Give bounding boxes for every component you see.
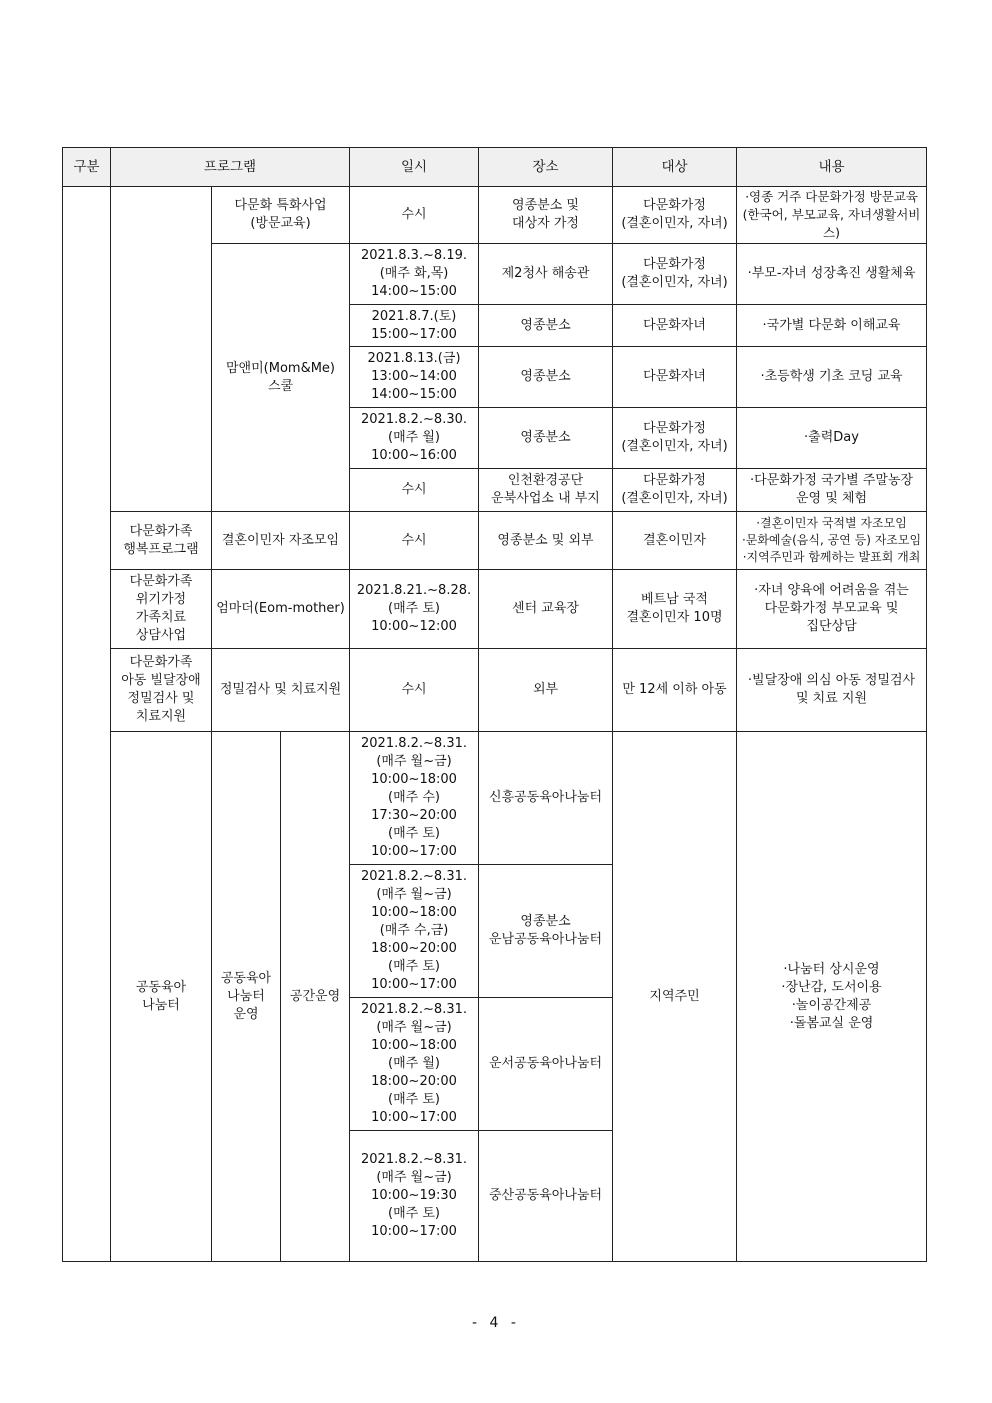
content-cell: ·다문화가정 국가별 주말농장 운영 및 체험	[737, 469, 927, 512]
program-cell: 다문화 특화사업 (방문교육)	[212, 187, 350, 244]
target-cell: 만 12세 이하 아동	[613, 649, 737, 732]
program-cell: 결혼이민자 자조모임	[212, 512, 350, 570]
datetime-cell: 2021.8.2.~8.31. (매주 월~금) 10:00~19:30 (매주 토) 10:00~17:00	[350, 1131, 479, 1262]
header-row	[63, 148, 927, 187]
program-cell: 공동육아 나눔터 운영	[212, 732, 281, 1262]
content-cell: ·결혼이민자 국적별 자조모임 ·문화예술(음식, 공연 등) 자조모임 ·지역주민과 함께하는 발표회 개최	[737, 512, 927, 570]
program-cell: 정밀검사 및 치료지원	[212, 649, 350, 732]
place-cell: 외부	[479, 649, 613, 732]
datetime-cell: 2021.8.2.~8.31. (매주 월~금) 10:00~18:00 (매주 수,금) 18:00~20:00 (매주 토) 10:00~17:00	[350, 865, 479, 998]
page-number: - 4 -	[472, 1315, 520, 1331]
header-program: 프로그램	[111, 148, 350, 187]
target-cell: 지역주민	[613, 732, 737, 1262]
table-row	[63, 570, 927, 649]
datetime-cell: 2021.8.3.~8.19. (매주 화,목) 14:00~15:00	[350, 244, 479, 305]
datetime-cell: 2021.8.7.(토) 15:00~17:00	[350, 305, 479, 347]
place-cell: 운서공동육아나눔터	[479, 998, 613, 1131]
place-cell: 영종분소 및 대상자 가정	[479, 187, 613, 244]
header-category: 구분	[63, 148, 111, 187]
datetime-cell: 2021.8.21.~8.28. (매주 토) 10:00~12:00	[350, 570, 479, 649]
datetime-cell: 수시	[350, 512, 479, 570]
target-cell: 다문화가정 (결혼이민자, 자녀)	[613, 244, 737, 305]
group-cell: 다문화가족 행복프로그램	[111, 512, 212, 570]
content-cell: ·빌달장애 의심 아동 정밀검사 및 치료 지원	[737, 649, 927, 732]
content-cell: ·영종 거주 다문화가정 방문교육 (한국어, 부모교육, 자녀생활서비스)	[737, 187, 927, 244]
datetime-cell: 수시	[350, 469, 479, 512]
target-cell: 베트남 국적 결혼이민자 10명	[613, 570, 737, 649]
program-cell: 엄마더(Eom-mother)	[212, 570, 350, 649]
group-cell: 다문화가족 위기가정 가족치료 상담사업	[111, 570, 212, 649]
target-cell: 다문화가정 (결혼이민자, 자녀)	[613, 469, 737, 512]
place-cell: 영종분소	[479, 408, 613, 469]
content-cell: ·자녀 양육에 어려움을 겪는 다문화가정 부모교육 및 집단상담	[737, 570, 927, 649]
program-subcell: 공간운영	[281, 732, 350, 1262]
content-cell: ·출력Day	[737, 408, 927, 469]
content-cell: ·나눔터 상시운영 ·장난감, 도서이용 ·놀이공간제공 ·돌봄교실 운영	[737, 732, 927, 1262]
datetime-cell: 수시	[350, 649, 479, 732]
place-cell: 중산공동육아나눔터	[479, 1131, 613, 1262]
program-cell: 맘앤미(Mom&Me) 스쿨	[212, 244, 350, 512]
header-datetime: 일시	[350, 148, 479, 187]
target-cell: 결혼이민자	[613, 512, 737, 570]
place-cell: 영종분소	[479, 347, 613, 408]
place-cell: 센터 교육장	[479, 570, 613, 649]
header-place: 장소	[479, 148, 613, 187]
table-row	[63, 732, 927, 865]
group-cell: 다문화가족 아동 빌달장애 정밀검사 및 치료지원	[111, 649, 212, 732]
datetime-cell: 2021.8.2.~8.30. (매주 월) 10:00~16:00	[350, 408, 479, 469]
target-cell: 다문화가정 (결혼이민자, 자녀)	[613, 187, 737, 244]
header-content: 내용	[737, 148, 927, 187]
category-cell	[63, 187, 111, 1262]
place-cell: 영종분소 및 외부	[479, 512, 613, 570]
content-cell: ·국가별 다문화 이해교육	[737, 305, 927, 347]
place-cell: 영종분소	[479, 305, 613, 347]
table-row	[63, 512, 927, 570]
program-schedule-table	[62, 147, 927, 1262]
target-cell: 다문화자녀	[613, 347, 737, 408]
target-cell: 다문화자녀	[613, 305, 737, 347]
datetime-cell: 수시	[350, 187, 479, 244]
group-cell-empty	[111, 187, 212, 512]
datetime-cell: 2021.8.13.(금) 13:00~14:00 14:00~15:00	[350, 347, 479, 408]
place-cell: 신흥공동육아나눔터	[479, 732, 613, 865]
content-cell: ·초등학생 기초 코딩 교육	[737, 347, 927, 408]
datetime-cell: 2021.8.2.~8.31. (매주 월~금) 10:00~18:00 (매주 수) 17:30~20:00 (매주 토) 10:00~17:00	[350, 732, 479, 865]
table-row	[63, 187, 927, 244]
place-cell: 제2청사 해송관	[479, 244, 613, 305]
place-cell: 인천환경공단 운북사업소 내 부지	[479, 469, 613, 512]
place-cell: 영종분소 운남공동육아나눔터	[479, 865, 613, 998]
target-cell: 다문화가정 (결혼이민자, 자녀)	[613, 408, 737, 469]
header-target: 대상	[613, 148, 737, 187]
content-cell: ·부모-자녀 성장촉진 생활체육	[737, 244, 927, 305]
group-cell: 공동육아 나눔터	[111, 732, 212, 1262]
table-row	[63, 649, 927, 732]
datetime-cell: 2021.8.2.~8.31. (매주 월~금) 10:00~18:00 (매주 월) 18:00~20:00 (매주 토) 10:00~17:00	[350, 998, 479, 1131]
